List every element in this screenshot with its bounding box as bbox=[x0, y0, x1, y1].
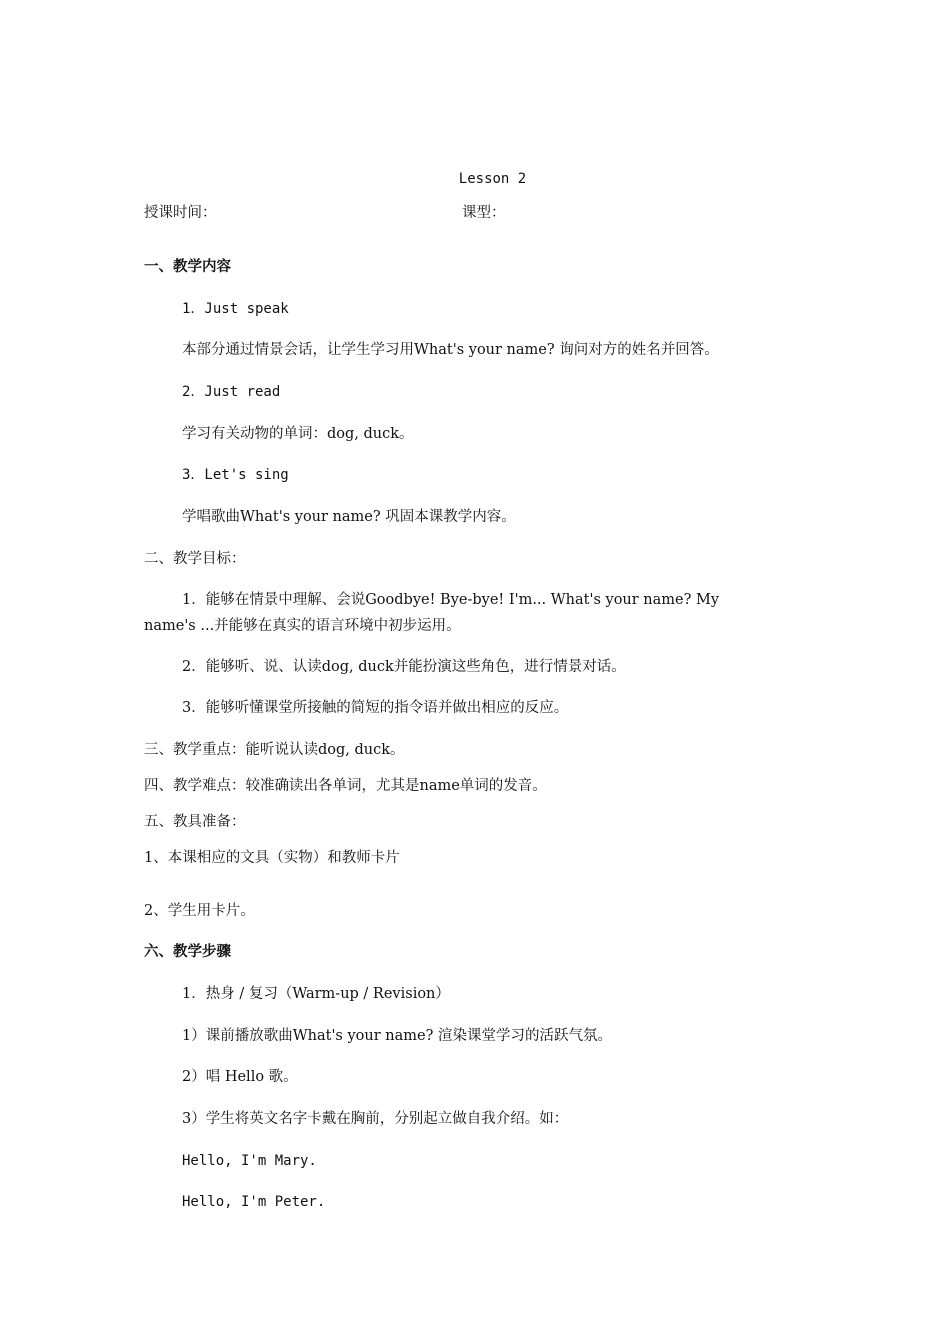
materials-item-1: 1、本课相应的文具（实物）和教师卡片 bbox=[144, 850, 400, 866]
step-1-sub-2: 2）唱 Hello 歌。 bbox=[182, 1069, 298, 1085]
goal-2: 2．能够听、说、认读dog, duck并能扮演这些角色，进行情景对话。 bbox=[182, 659, 626, 675]
materials-item-2: 2、学生用卡片。 bbox=[144, 903, 255, 919]
section-heading-steps: 六、教学步骤 bbox=[144, 944, 231, 960]
example-line-2: Hello, I'm Peter. bbox=[182, 1194, 326, 1210]
content-item-desc: 学唱歌曲What's your name? 巩固本课教学内容。 bbox=[182, 509, 516, 525]
time-label: 授课时间： bbox=[144, 205, 217, 221]
content-item-label: 1．Just speak bbox=[182, 301, 289, 317]
step-1-sub-3: 3）学生将英文名字卡戴在胸前，分别起立做自我介绍。如： bbox=[182, 1111, 569, 1127]
step-1-sub-1: 1）课前播放歌曲What's your name? 渲染课堂学习的活跃气氛。 bbox=[182, 1028, 612, 1044]
section-heading-goals: 二、教学目标： bbox=[144, 551, 246, 567]
content-item-desc: 学习有关动物的单词：dog, duck。 bbox=[182, 426, 414, 442]
document-title: Lesson 2 bbox=[458, 171, 527, 187]
section-key-points: 三、教学重点：能听说认读dog, duck。 bbox=[144, 742, 405, 758]
example-line-1: Hello, I'm Mary. bbox=[182, 1153, 317, 1169]
goal-1-line-2: name's ...并能够在真实的语言环境中初步运用。 bbox=[144, 618, 461, 634]
content-item-desc: 本部分通过情景会话，让学生学习用What's your name? 询问对方的姓名并回答。 bbox=[182, 342, 719, 358]
goal-1-line-1: 1．能够在情景中理解、会说Goodbye! Bye-bye! I'm... What's your name? My bbox=[182, 592, 720, 608]
goal-3: 3．能够听懂课堂所接触的简短的指令语并做出相应的反应。 bbox=[182, 700, 569, 716]
content-item-label: 3．Let's sing bbox=[182, 467, 289, 483]
section-heading-content: 一、教学内容 bbox=[144, 259, 231, 275]
content-item-label: 2．Just read bbox=[182, 384, 281, 400]
step-1: 1．热身 / 复习（Warm-up / Revision） bbox=[182, 986, 450, 1002]
type-label: 课型： bbox=[462, 205, 506, 221]
section-difficulties: 四、教学难点：较准确读出各单词，尤其是name单词的发音。 bbox=[144, 778, 547, 794]
section-heading-materials: 五、教具准备： bbox=[144, 814, 246, 830]
